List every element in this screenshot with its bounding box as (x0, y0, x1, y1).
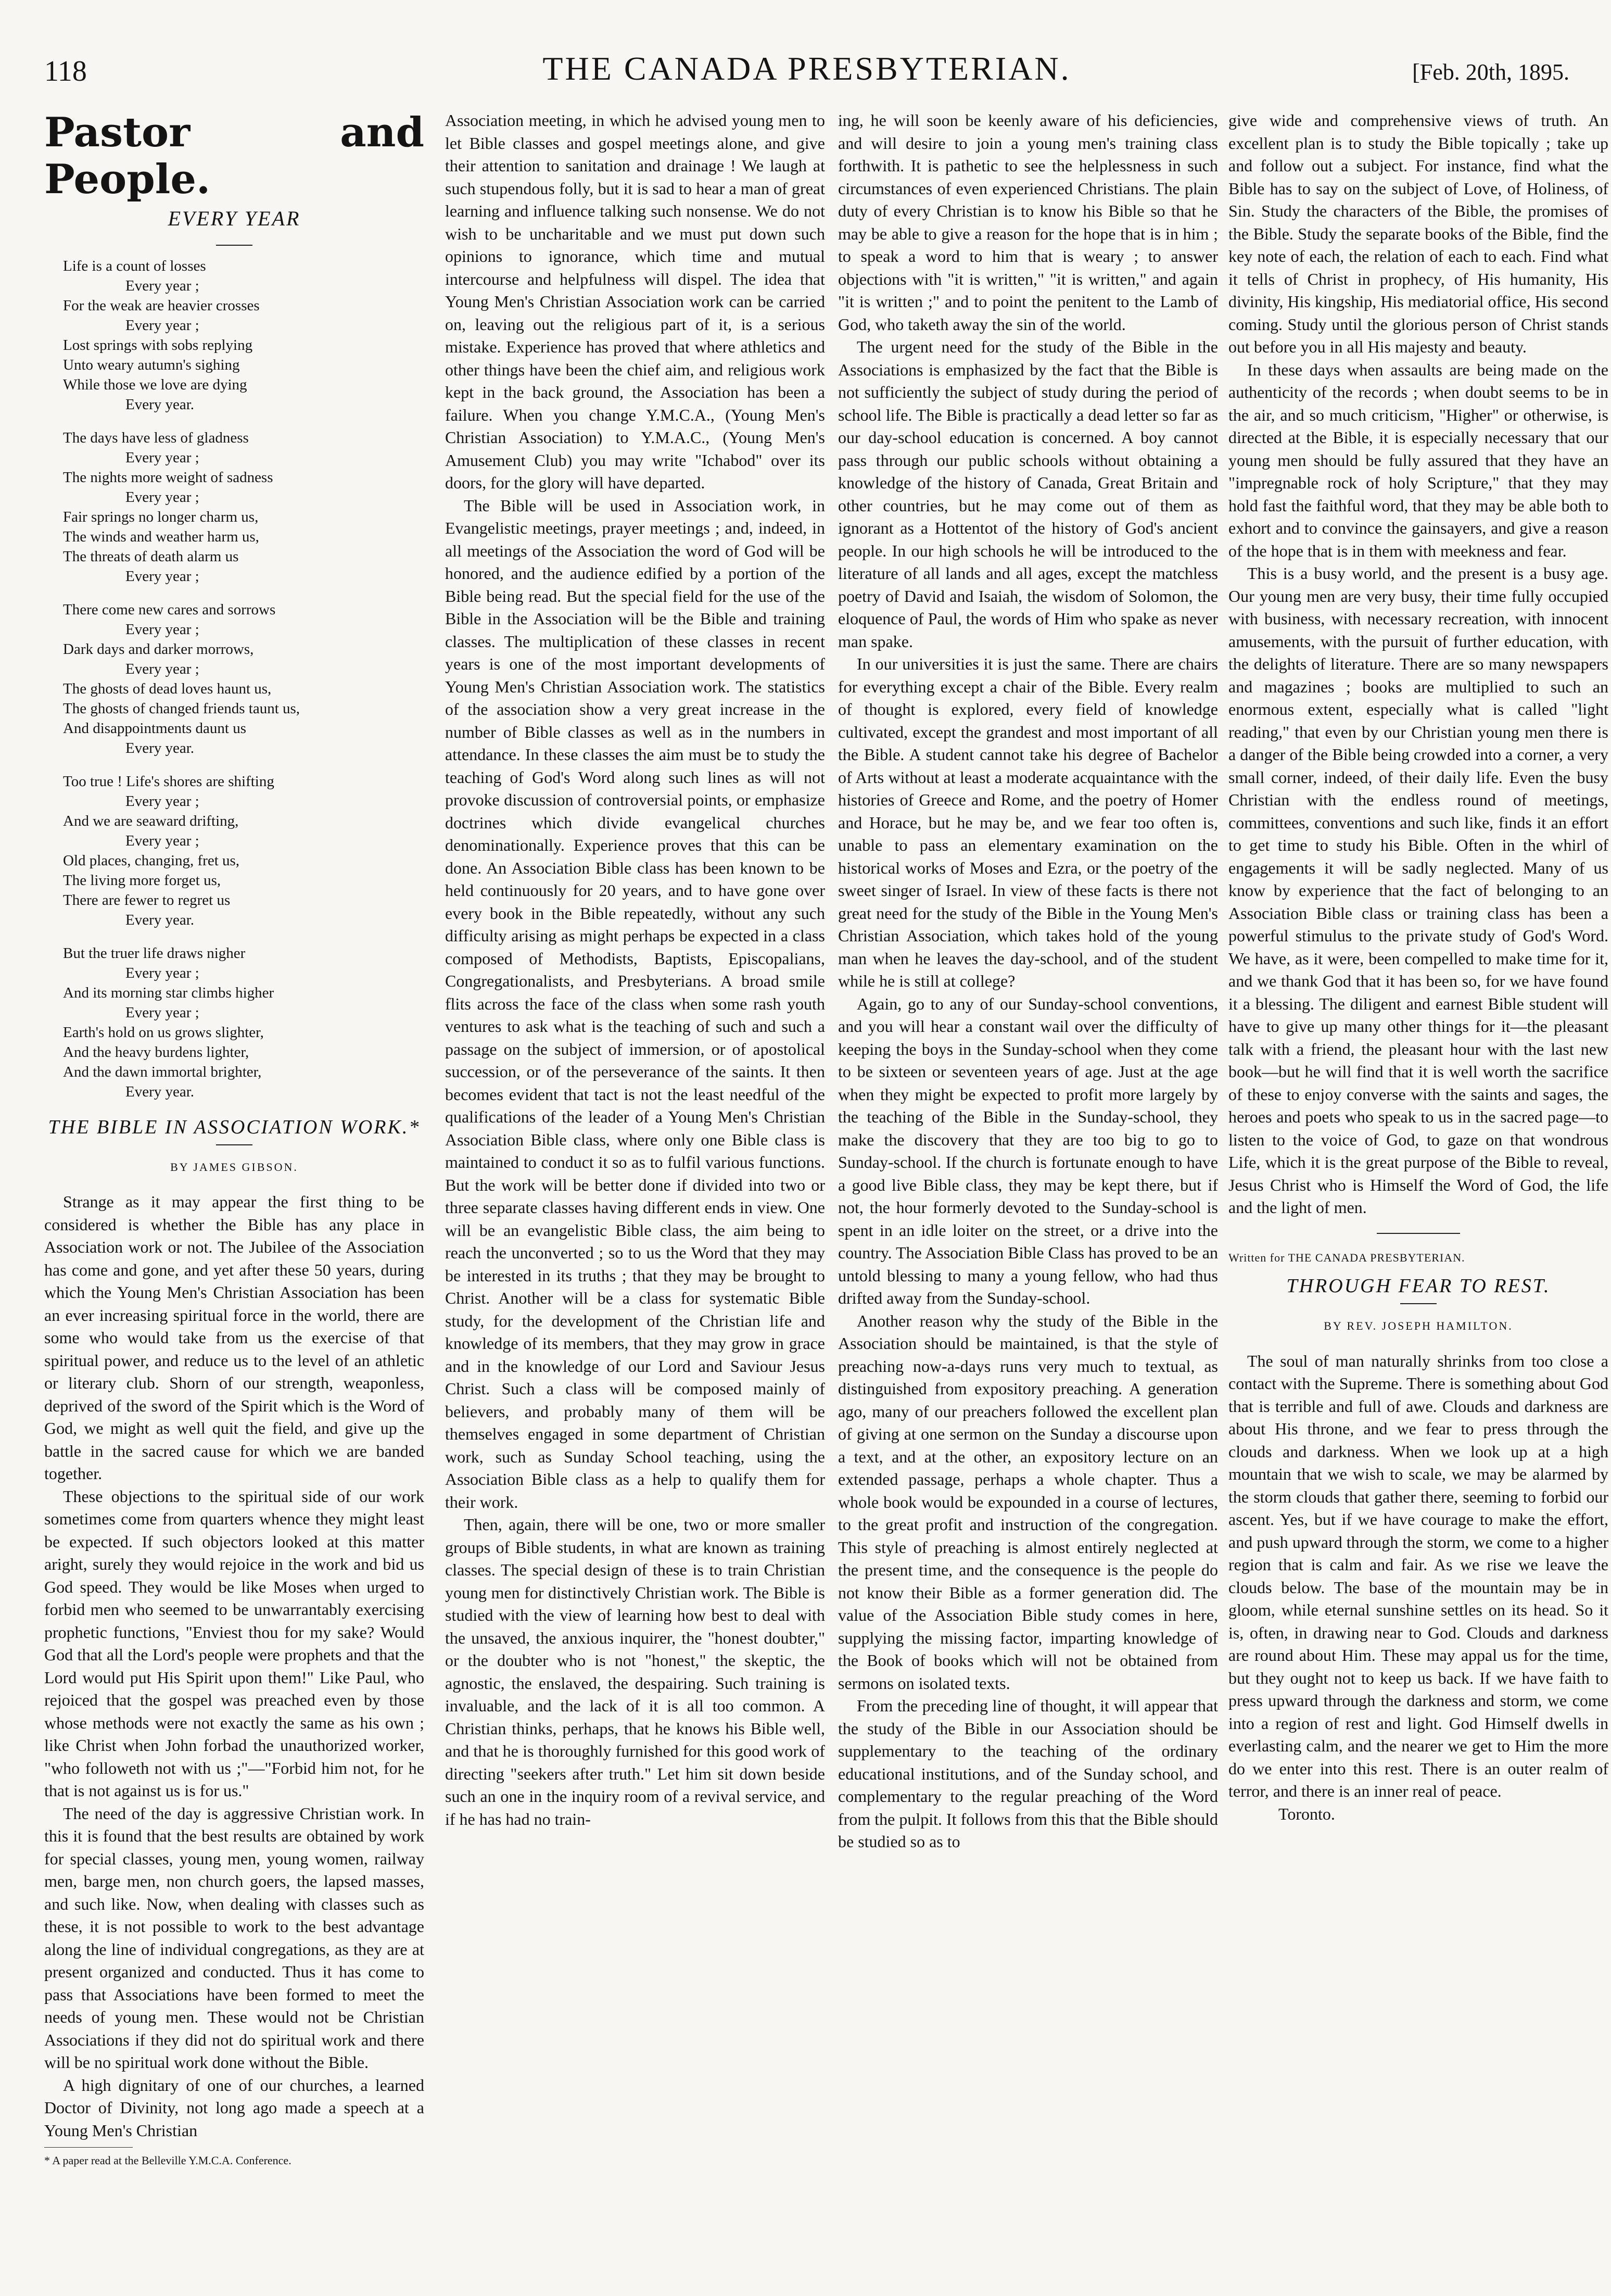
poem-line: And disappointments daunt us (63, 720, 247, 737)
column-3 (838, 109, 1218, 2291)
poem-line: Lost springs with sobs replying (63, 336, 253, 354)
poem-line: Every year ; (125, 1004, 199, 1021)
divider (44, 2147, 133, 2148)
article-title: THE BIBLE IN ASSOCIATION WORK.* (48, 1116, 421, 1138)
paragraph: In our universities it is just the same. There are chairs for everything except a chair of the Bible. Every realm of thought is explored, every field of knowledge cultivated, except the grandest and most important of all the Bible. A student cannot take his degree of Bachelor of Arts without at least a moderate acquaintance with the histories of Greece and Rome, and the poetry of Homer and Horace, but he may be, and we fear too often is, unable to pass an elementary examination on the historical works of Moses and Ezra, or the poetry of the sweet singer of Israel. In view of these facts is there not great need for the study of the Bible in the Young Men's Christian Association, which takes hold of the young man when he leaves the day-school, and of the student while he is still at college? (838, 654, 1218, 990)
poem-stanza (63, 256, 424, 414)
poem-stanza (63, 428, 424, 586)
paragraph: ing, he will soon be keenly aware of his deficiencies, and will desire to join a young men's training class forthwith. It is pathetic to see the helplessness in such circumstances of even experienced Christians. The plain duty of every Christian is to know his Bible so that he may be able to give a reason for the hope that is in him ; to speak a word to him that is weary ; to answer objections with "it is written," "it is written," and again "it is written ;" and to point the penitent to the Lamb of God, who taketh away the sin of the world. (838, 111, 1218, 334)
article-byline: BY REV. JOSEPH HAMILTON. (1324, 1319, 1513, 1332)
written-for-note: Written for THE CANADA PRESBYTERIAN. (1228, 1251, 1465, 1264)
poem-line: There are fewer to regret us (63, 891, 231, 909)
paragraph: Then, again, there will be one, two or more smaller groups of Bible students, in what are known as training classes. The special design of these is to train Christian young men for distinctively Christian work. The Bible is studied with the view of learning how best to deal with the unsaved, the anxious inquirer, the "honest doubter," or the doubter who is not "honest," the skeptic, the agnostic, the enslaved, the despairing. Such training is invaluable, and the lack of it is all too common. A Christian thinks, perhaps, that he knows his Bible well, and that he is thoroughly furnished for this good work of directing "seekers after truth." Let him sit down beside such an one in the inquiry room of a revival service, and if he has had no train- (445, 1515, 825, 1828)
poem-line: The nights more weight of sadness (63, 469, 273, 486)
paragraph: These objections to the spiritual side of our work sometimes come from quarters whence they might least be expected. If such objectors looked at this matter aright, surely they would rejoice in the work and bid us God speed. They would be like Moses when urged to forbid men who seemed to be unwarrantably exercising prophetic functions, "Enviest thou for my sake? Would God that all the Lord's people were prophets and that the Lord would put His Spirit upon them!" Like Paul, who rejoiced that the gospel was preached even by those whose methods were not exactly the same as his own ; like Christ when John forbad the unauthorized worker, "who followeth not with us ;"—"Forbid him not, for he that is not against us is for us." (44, 1486, 424, 1800)
poem-line: Life is a count of losses (63, 257, 206, 274)
poem-line: But the truer life draws nigher (63, 944, 246, 962)
poem-line: And its morning star climbs higher (63, 984, 274, 1001)
poem-line: Fair springs no longer charm us, (63, 508, 259, 525)
divider (216, 1144, 252, 1145)
poem-line: The days have less of gladness (63, 429, 249, 446)
poem-line: Every year. (125, 911, 195, 928)
poem-line: The ghosts of changed friends taunt us, (63, 700, 300, 717)
poem-line: Every year ; (125, 488, 199, 506)
poem-line: Every year ; (125, 317, 199, 334)
poem-line: For the weak are heavier crosses (63, 297, 260, 314)
paragraph: Association meeting, in which he advised young men to let Bible classes and gospel meetings alone, and give their attention to sanitation and drainage ! We laugh at such stupendous folly, but it is sad to hear a man of great learning and influence talking such nonsense. We do not wish to be uncharitable and we must put down such opinions to ignorance, which time and mutual intercourse and helpfulness will dispel. The idea that Young Men's Christian Association work can be carried on, leaving out the religious part of it, is a serious mistake. Experience has proved that where athletics and other things have been the chief aim, and religious work kept in the back ground, the Association has been a failure. When you change Y.M.C.A., (Young Men's Christian Association) to Y.M.A.C., (Young Men's Amusement Club) you may write "Ichabod" over its doors, for the glory will have departed. (445, 111, 825, 492)
poem-line: Every year ; (125, 660, 199, 677)
paragraph: Another reason why the study of the Bible in the Association should be maintained, is that the style of preaching now-a-days runs very much to textual, as distinguished from expository preaching. A generation ago, many of our preachers followed the excellent plan of giving at one sermon on the Sunday a discourse upon a text, and at the other, an expository lecture on an extended passage, perhaps a whole chapter. Thus a whole book would be expounded in a course of lectures, to the great profit and instruction of the congregation. This style of preaching is almost entirely neglected at the present time, and the consequence is the people do not know their Bible as a former generation did. The value of the Association Bible study comes in here, supplying the missing factor, imparting knowledge of the Book of books which will not be obtained from sermons on isolated texts. (838, 1311, 1218, 1693)
poem-line: While those we love are dying (63, 376, 247, 393)
poem-body (44, 256, 424, 1102)
paragraph: From the preceding line of thought, it will appear that the study of the Bible in our Association should be supplementary to the teaching of the ordinary educational institutions, and of the Sunday school, and complementary to the regular preaching of the Word from the pulpit. It follows from this that the Bible should be studied so as to (838, 1696, 1218, 1851)
paragraph: The need of the day is aggressive Christian work. In this it is found that the best results are obtained by work for special classes, young men, young women, railway men, barge men, non church goers, the lapsed masses, and such like. Now, when dealing with classes such as these, it is not possible to work to the best advantage along the line of individual congregations, as they are at present organized and conducted. Thus it has come to pass that Associations have been formed to meet the needs of young men. These would not be Christian Associations if they did not do spiritual work and there will be no spiritual work done without the Bible. (44, 1803, 424, 2072)
poem-line: There come new cares and sorrows (63, 601, 276, 618)
paragraph: The Bible will be used in Association work, in Evangelistic meetings, prayer meetings ; and, indeed, in all meetings of the Association the word of God will be honored, and the audience edified by a portion of the Bible being read. But the special field for the use of the Bible in the Association will be the Bible and training classes. The multiplication of these classes in recent years is one of the most important developments of Young Men's Christian Association work. The statistics of the association show a very great increase in the number of Bible classes as well as in the numbers in attendance. In these classes the aim must be to study the teaching of God's Word along such lines as will not provoke discussion of controversial points, or emphasize doctrines which divide evangelical churches denominationally. Experience proves that this can be done. An Association Bible class has been known to be held continuously for 20 years, and to have gone over every book in the Bible repeatedly, without any such difficulty arising as might perhaps be expected in a class composed of Methodists, Baptists, Episcopalians, Congregationalists, and Presbyterians. A broad smile flits across the face of the class when some rash youth ventures to ask what is the teaching of such and such a passage on the subject of immersion, or of apostolical succession, or of the perseverance of the saints. It then becomes evident that tact is not the least needful of the qualifications of the leader of a Young Men's Christian Association Bible class, where only one Bible class is maintained to conduct it so as to fulfil various functions. But the work will be better done if divided into two or three separate classes having different ends in view. One will be an evangelistic Bible class, the aim being to reach the unconverted ; so to us the Word that they may be interested in its truths ; that they may be brought to Christ. Another will be a class for systematic Bible study, for the development of the Christian life and knowledge of its members, that they may grow in grace and in the knowledge of our Lord and Saviour Jesus Christ. Such a class will be composed mainly of believers, and probably many of them will be themselves engaged in some department of Christian work, such as Sunday School teaching, using the Association Bible class as a help to qualify them for their work. (445, 496, 825, 1511)
paragraph: In these days when assaults are being made on the authenticity of the records ; when doubt seems to be in the air, and so much criticism, "Higher" or otherwise, is directed at the Bible, it is especially necessary that our young men should be fully assured that they have an "impregnable rock of holy Scripture," that they may hold fast the faithful word, that they may be able both to exhort and to convince the gainsayers, and give a reason of the hope that is in them with meekness and fear. (1228, 360, 1608, 560)
poem-line: Every year. (125, 739, 195, 756)
poem-line: Every year. (125, 1083, 195, 1100)
poem-line: The ghosts of dead loves haunt us, (63, 680, 272, 697)
poem-line: And the heavy burdens lighter, (63, 1043, 249, 1061)
poem-line: The living more forget us, (63, 872, 221, 889)
poem-line: And we are seaward drifting, (63, 812, 239, 829)
divider (216, 245, 252, 246)
signoff: Toronto. (1278, 1804, 1335, 1823)
poem-line: Every year ; (125, 567, 199, 585)
paragraph: The soul of man naturally shrinks from too close a contact with the Supreme. There is something about God that is terrible and full of awe. Clouds and darkness are about His throne, and we fear to press through the clouds and darkness. When we look up at a high mountain that we wish to scale, we may be alarmed by the storm clouds that gather there, seeming to forbid our ascent. Yes, but if we have courage to make the effort, and push upward through the storm, we come to a higher region that is calm and fair. As we rise we leave the clouds below. The base of the mountain may be in gloom, while eternal sunshine settles on its head. So it is, often, in drawing near to God. Clouds and darkness are round about Him. These may appal us for the time, but they ought not to keep us back. If we have faith to press upward through the darkness and storm, we come into a region of rest and light. God Himself dwells in everlasting calm, and the nearer we get to Him the more do we enter into this rest. There is an outer realm of terror, and there is an inner real of peace. (1228, 1351, 1608, 1800)
poem-line: Every year ; (125, 621, 199, 638)
column-1 (44, 109, 424, 2291)
paragraph: give wide and comprehensive views of truth. An excellent plan is to study the Bible topically ; take up and follow out a subject. For instance, find what the Bible has to say on the subject of Love, of Holiness, of Sin. Study the characters of the Bible, the promises of the Bible. Study the separate books of the Bible, find the key note of each, the relation of each to each. Find what it tells of Christ in prophecy, of His humanity, His divinity, His kingship, His mediatorial office, His second coming. Study until the glorious person of Christ stands out before you in all His majesty and beauty. (1228, 111, 1608, 356)
page-header (44, 49, 1569, 102)
poem-title: EVERY YEAR (168, 207, 301, 230)
article-byline: BY JAMES GIBSON. (170, 1160, 298, 1174)
column-4 (1228, 109, 1608, 2291)
poem-line: Every year ; (125, 792, 199, 810)
poem-line: The winds and weather harm us, (63, 528, 259, 545)
poem-line: Too true ! Life's shores are shifting (63, 773, 274, 790)
paragraph: The urgent need for the study of the Bible in the Associations is emphasized by the fact that the Bible is not sufficiently the subject of study during the period of school life. The Bible is practically a dead letter so far as our day-school education is concerned. A boy cannot pass through our public schools without obtaining a knowledge of the history of Canada, Great Britain and other countries, but he may come out of them as ignorant as a Hottentot of the history of God's ancient people. In our high schools he will be introduced to the literature of all lands and all ages, except the matchless poetry of David and Isaiah, the wisdom of Solomon, the eloquence of Paul, the words of Him who spake as never man spake. (838, 337, 1218, 651)
page-number: 118 (44, 55, 87, 87)
divider (1377, 1233, 1460, 1234)
divider (1400, 1303, 1437, 1304)
poem-line: The threats of death alarm us (63, 548, 239, 565)
issue-date: [Feb. 20th, 1895. (1412, 59, 1569, 85)
department-heading: Pastor and People. (44, 109, 424, 203)
poem-line: Every year ; (125, 449, 199, 466)
paragraph: Strange as it may appear the first thing to be considered is whether the Bible has any place in Association work or not. The Jubilee of the Association has come and gone, and yet after these 50 years, during which the Young Men's Christian Association has been an ever increasing spiritual force in the world, there are some who would take from us the exercise of that spiritual power, and reduce us to the level of an athletic or literary club. Shorn of our strength, weaponless, deprived of the sword of the Spirit which is the Word of God, we might as well quit the field, and give up the battle in the sacred cause for which we are banded together. (44, 1192, 424, 1483)
poem-stanza (63, 772, 424, 930)
poem-line: Unto weary autumn's sighing (63, 356, 240, 373)
masthead-title: THE CANADA PRESBYTERIAN. (542, 50, 1071, 87)
poem-stanza (63, 943, 424, 1102)
poem-line: Old places, changing, fret us, (63, 852, 240, 869)
poem-line: Dark days and darker morrows, (63, 640, 254, 658)
poem-line: Every year ; (125, 964, 199, 981)
article-title: THROUGH FEAR TO REST. (1286, 1275, 1551, 1297)
poem-line: Every year ; (125, 277, 199, 294)
paragraph: This is a busy world, and the present is a busy age. Our young men are very busy, their time fully occupied with business, with necessary recreation, with innocent amusements, with the pursuit of further education, with the delights of literature. There are so many newspapers and magazines ; books are multiplied to such an enormous extent, especially what is called "light reading," that even by our Christian young men there is a danger of the Bible being crowded into a corner, a very small corner, indeed, of their daily life. Even the busy Christian with the endless round of meetings, committees, conventions and such like, finds it an effort to get time to study his Bible. Often in the whirl of engagements it will be sadly neglected. Many of us know by experience that the fact of belonging to an Association Bible class or training class has been a powerful stimulus to the private study of God's Word. We have, as it were, been compelled to make time for it, and we thank God that it has been so, for we have found it a blessing. The diligent and earnest Bible student will have to give up many other things for it—the pleasant talk with a friend, the pleasant hour with the last new book—but he will find that it is well worth the sacrifice of these to enjoy converse with the saints and sages, the heroes and poets who speak to us in the sacred page—to listen to the voice of God, to gaze on that wondrous Life, which it is the great purpose of the Bible to reveal, Jesus Christ who is Himself the Word of God, the life and the light of men. (1228, 564, 1608, 1217)
footnote: * A paper read at the Belleville Y.M.C.A. Conference. (44, 2154, 291, 2167)
column-2 (445, 109, 825, 2291)
poem-line: And the dawn immortal brighter, (63, 1063, 262, 1080)
paragraph: A high dignitary of one of our churches, a learned Doctor of Divinity, not long ago made a speech at a Young Men's Christian (44, 2075, 424, 2140)
poem-line: Every year. (125, 396, 195, 413)
poem-line: Earth's hold on us grows slighter, (63, 1024, 264, 1041)
poem-line: Every year ; (125, 832, 199, 849)
poem-stanza (63, 600, 424, 758)
paragraph: Again, go to any of our Sunday-school conventions, and you will hear a constant wail over the difficulty of keeping the boys in the Sunday-school when they come to be sixteen or seventeen years of age. Just at the age when they might be expected to profit more largely by the teaching of the Bible in the Sunday-school, they make the discovery that they are too big to go to Sunday-school. If the church is fortunate enough to have a good live Bible class, they may be kept there, but if not, the hour formerly devoted to the Sunday-school is spent in an idle loiter on the street, or a drive into the country. The Association Bible Class has proved to be an untold blessing to many a young fellow, who had thus drifted away from the Sunday-school. (838, 994, 1218, 1307)
